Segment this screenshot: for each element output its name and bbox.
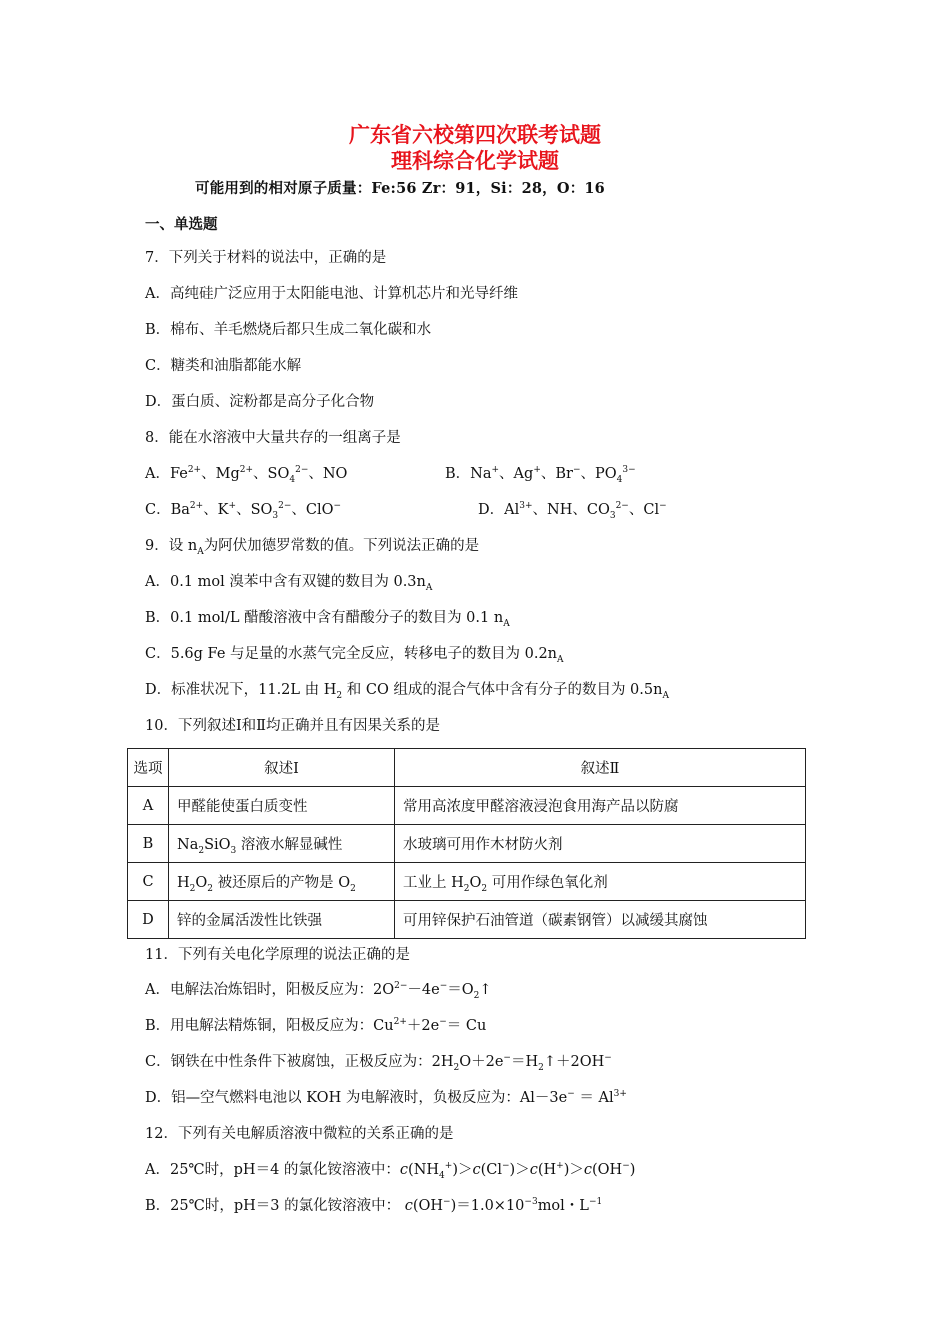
table-cell: C — [128, 863, 169, 901]
exam-subtitle: 理科综合化学试题 — [391, 148, 559, 173]
table-cell: 常用高浓度甲醛溶液浸泡食用海产品以防腐 — [395, 787, 806, 825]
table-cell: 锌的金属活泼性比铁强 — [169, 901, 395, 939]
q10-table — [127, 748, 806, 939]
q8-option-b: B．Na+、Ag+、Br−、$PO_4^{3-}$ — [445, 465, 636, 485]
q11-option-d: D．铝—空气燃料电池以 KOH 为电解液时，负极反应为：$Al-3e^- = Al^{3+}$ — [145, 1089, 627, 1106]
q9-stem: 9．设 $n_A$为阿伏加德罗常数的值。下列说法正确的是 — [145, 538, 480, 557]
table-row — [128, 863, 806, 901]
q9-option-a: A．0.1 mol 溴苯中含有双键的数目为 $0.3n_A$ — [145, 574, 433, 593]
q11-option-b: B．用电解法精炼铜，阳极反应为：$Cu^{2+}+2e^-= Cu$ — [145, 1017, 487, 1034]
table-cell: 水玻璃可用作木材防火剂 — [395, 825, 806, 863]
q12-option-a: A．25℃时，pH＝4 的氯化铵溶液中：$c(NH_4^+)>c(Cl^-)>c(H^+)>c(OH^-)$ — [145, 1161, 636, 1181]
table-cell: A — [128, 787, 169, 825]
table-row — [128, 787, 806, 825]
table-cell: 工业上 $H_2O_2$ 可用作绿色氧化剂 — [395, 863, 806, 901]
table-row — [128, 901, 806, 939]
table-cell: D — [128, 901, 169, 939]
table-header-cell: 叙述Ⅰ — [169, 749, 395, 787]
q8-stem: 8．能在水溶液中大量共存的一组离子是 — [145, 430, 401, 446]
table-cell: 甲醛能使蛋白质变性 — [169, 787, 395, 825]
q12-option-b: B．25℃时，pH＝3 的氯化铵溶液中： $c(OH^-)=1.0\times 10^{-3}mol$・$L^{-1}$ — [145, 1197, 603, 1214]
exam-title: 广东省六校第四次联考试题 — [349, 122, 601, 147]
table-cell: $H_2O_2$ 被还原后的产物是 $O_2$ — [169, 863, 395, 901]
q7-option-a: A．高纯硅广泛应用于太阳能电池、计算机芯片和光导纤维 — [145, 286, 518, 302]
q8-option-a: A．$Fe^{2+}$、$Mg^{2+}$、$SO_4^{2-}$、NO — [145, 465, 348, 485]
table-header-cell: 选项 — [128, 749, 169, 787]
q9-option-d: D．标准状况下，11.2L 由 $H_2$ 和 CO 组成的混合气体中含有分子的数目为 $0.5n_A$ — [145, 682, 669, 701]
table-header-cell: 叙述Ⅱ — [395, 749, 806, 787]
q7-stem: 7．下列关于材料的说法中，正确的是 — [145, 250, 387, 266]
q12-stem: 12．下列有关电解质溶液中微粒的关系正确的是 — [145, 1126, 454, 1142]
table-cell: $Na_2SiO_3$ 溶液水解显碱性 — [169, 825, 395, 863]
q11-option-a: A．电解法冶炼铝时，阳极反应为：$2O^{2-}-4e^-=O_2↑$ — [145, 981, 492, 1001]
q11-stem: 11．下列有关电化学原理的说法正确的是 — [145, 947, 410, 963]
q11-option-c: C．钢铁在中性条件下被腐蚀，正极反应为：$2H_2O+2e^-=H_2↑+2OH^-$ — [145, 1053, 612, 1073]
table-cell: B — [128, 825, 169, 863]
q7-option-d: D．蛋白质、淀粉都是高分子化合物 — [145, 394, 375, 410]
table-header-row — [128, 749, 806, 787]
atomic-masses: 可能用到的相对原子质量：Fe:56 Zr：91，Si：28，O：16 — [195, 180, 605, 197]
q8-option-d: D．$Al^{3+}$、NH、$CO_3^{2-}$、Cl− — [478, 501, 667, 521]
table-cell: 可用锌保护石油管道（碳素钢管）以减缓其腐蚀 — [395, 901, 806, 939]
q7-option-b: B．棉布、羊毛燃烧后都只生成二氧化碳和水 — [145, 322, 432, 338]
section-heading: 一、单选题 — [145, 216, 218, 233]
table-row — [128, 825, 806, 863]
q7-option-c: C．糖类和油脂都能水解 — [145, 358, 302, 374]
q9-option-c: C．5.6g Fe 与足量的水蒸气完全反应，转移电子的数目为 $0.2n_A$ — [145, 646, 564, 665]
q10-stem: 10．下列叙述Ⅰ和Ⅱ均正确并且有因果关系的是 — [145, 718, 441, 734]
q8-option-c: C．$Ba^{2+}$、K+、$SO_3^{2-}$、ClO− — [145, 501, 342, 521]
q9-option-b: B．0.1 mol/L 醋酸溶液中含有醋酸分子的数目为 0.1 $n_A$ — [145, 610, 510, 629]
